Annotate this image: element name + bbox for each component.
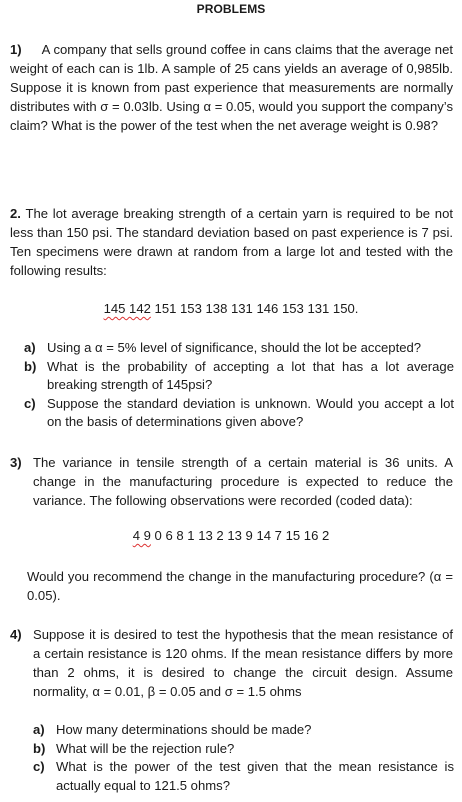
list-item (24, 339, 454, 358)
item-text: What will be the rejection rule? (56, 740, 235, 756)
problem-4-items (33, 721, 454, 795)
list-item (24, 395, 454, 432)
item-text: Using a α = 5% level of significance, should the lot be accepted? (47, 340, 422, 355)
problem-3 (10, 453, 453, 510)
problem-2 (10, 204, 453, 280)
list-item (33, 721, 454, 740)
problem-2-data-underlined: 145 142 (103, 301, 151, 316)
page-title: PROBLEMS (196, 2, 266, 16)
problem-3-number: 3) (10, 455, 22, 470)
item-text: How many determinations should be made? (56, 722, 312, 737)
problem-4-number: 4) (10, 627, 22, 642)
problem-4-text: Suppose it is desired to test the hypothesis that the mean resistance of a certain resistance is 120 ohms. If the mean resistance differs by more than 2 ohms, it is desired to change the circuit design. Assume normality, α = 0.01, β = 0.05 and σ = 1.5 ohms (33, 627, 453, 699)
item-text: Suppose the standard deviation is unknown. Would you accept a lot on the basis of determinations given above? (47, 395, 454, 430)
problem-2-number: 2. (10, 206, 21, 221)
item-label: b) (24, 358, 37, 374)
item-label: c) (33, 759, 45, 775)
item-text: What is the probability of accepting a lot that has a lot average breaking strength of 145psi? (47, 358, 454, 393)
item-label: c) (24, 395, 36, 411)
problem-2-data-rest: 151 153 138 131 146 153 131 150. (150, 301, 359, 316)
problem-3-text: The variance in tensile strength of a certain material is 36 units. A change in the manufacturing procedure is expected to reduce the variance. The following observations were recorded (coded data): (33, 455, 453, 508)
list-item (24, 358, 454, 395)
item-label: b) (33, 740, 46, 756)
list-item (33, 758, 454, 795)
problem-2-data (0, 301, 462, 316)
problem-4 (10, 625, 453, 701)
item-label: a) (24, 340, 36, 355)
problem-2-items (24, 339, 454, 432)
list-item (33, 740, 454, 759)
item-label: a) (33, 722, 45, 737)
problem-2-text: The lot average breaking strength of a certain yarn is required to be not less than 150 psi. The standard deviation based on past experience is 7 psi. Ten specimens were drawn at random from a large lot and tested with the following results: (10, 206, 453, 278)
item-text: What is the power of the test given that the mean resistance is actually equal to 121.5 ohms? (56, 759, 454, 793)
problem-1-text: A company that sells ground coffee in cans claims that the average net weight of each can is 1lb. A sample of 25 cans yields an average of 0,985lb. Suppose it is known from past experience that measurements are normally distributes with σ = 0.03lb. Using α = 0.05, would you support the company’s claim? What is the power of the test when the net average weight is 0.98? (10, 42, 453, 133)
problem-1-number: 1) (10, 42, 22, 57)
problem-3-data-rest: 0 6 8 1 13 2 13 9 14 7 15 16 2 (150, 528, 330, 543)
problem-3-data (0, 528, 462, 543)
problem-3-question: Would you recommend the change in the manufacturing procedure? (α = 0.05). (27, 569, 453, 603)
problem-3-data-underlined: 4 9 (132, 528, 151, 543)
problem-1 (10, 40, 453, 135)
